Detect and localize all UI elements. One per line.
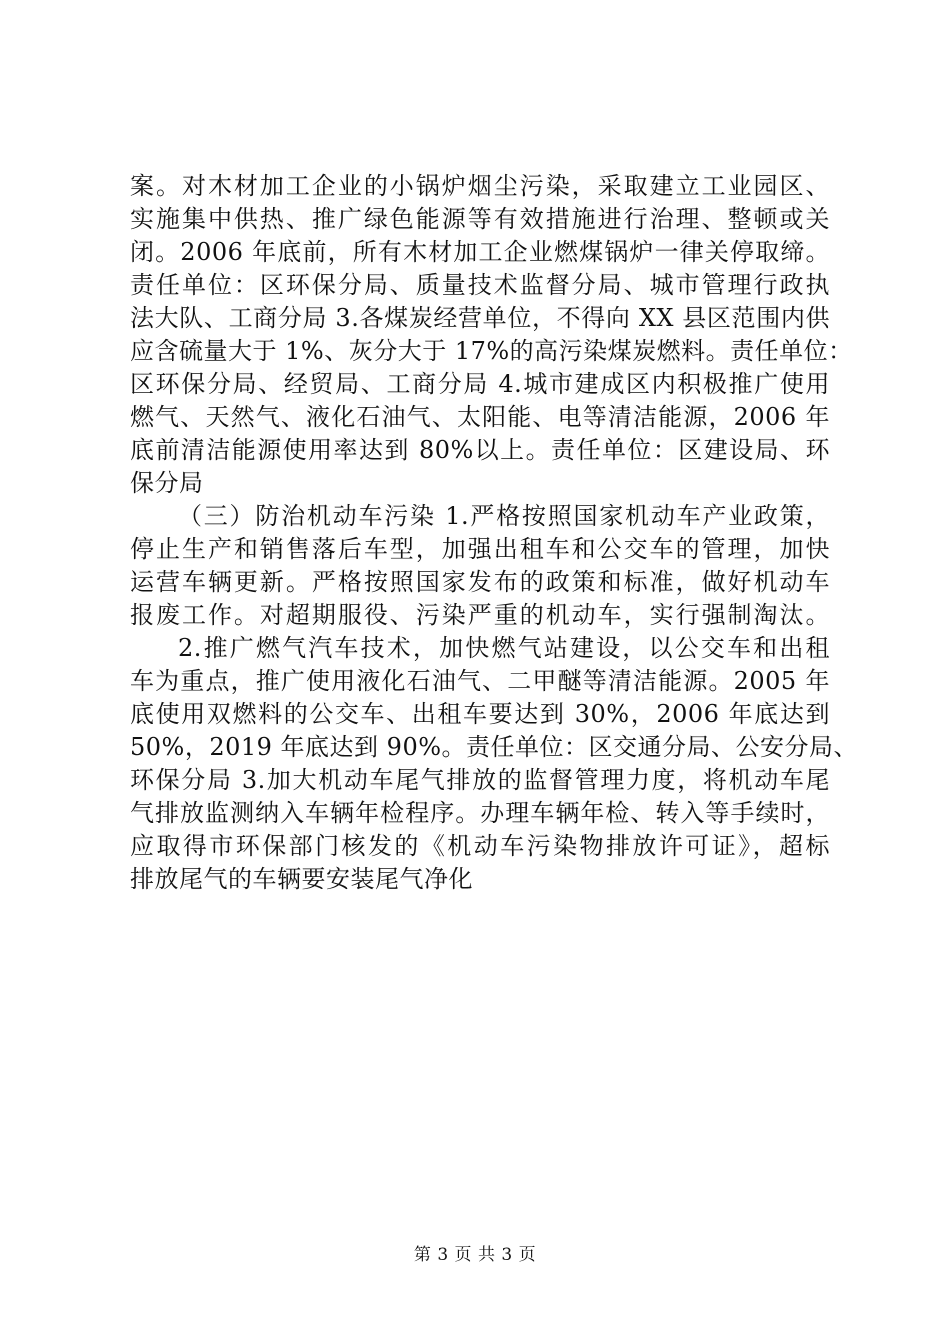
text-line: 运营车辆更新。严格按照国家发布的政策和标准，做好机动车 [130, 568, 830, 596]
text-line: 排放尾气的车辆要安装尾气净化 [130, 865, 473, 893]
text-line: 应取得市环保部门核发的《机动车污染物排放许可证》，超标 [130, 832, 830, 860]
text-line: 闭。2006 年底前，所有木材加工企业燃煤锅炉一律关停取缔。 [130, 238, 830, 266]
text-line: 实施集中供热、推广绿色能源等有效措施进行治理、整顿或关 [130, 205, 830, 233]
text-line: 燃气、天然气、液化石油气、太阳能、电等清洁能源，2006 年 [130, 403, 830, 431]
text-line: 底前清洁能源使用率达到 80%以上。责任单位：区建设局、环 [130, 436, 830, 464]
text-line: 法大队、工商分局 3.各煤炭经营单位，不得向 XX 县区范围内供 [130, 304, 830, 332]
text-line: 区环保分局、经贸局、工商分局 4.城市建成区内积极推广使用 [130, 370, 830, 398]
text-line: 气排放监测纳入车辆年检程序。办理车辆年检、转入等手续时， [130, 799, 830, 827]
text-line: 底使用双燃料的公交车、出租车要达到 30%，2006 年底达到 [130, 700, 830, 728]
text-line: 停止生产和销售落后车型，加强出租车和公交车的管理，加快 [130, 535, 830, 563]
text-line: 50%，2019 年底达到 90%。责任单位：区交通分局、公安分局、 [130, 733, 859, 761]
text-line: （三）防治机动车污染 1.严格按照国家机动车产业政策， [178, 502, 830, 530]
text-line: 报废工作。对超期服役、污染严重的机动车，实行强制淘汰。 [130, 601, 830, 629]
text-line: 案。对木材加工企业的小锅炉烟尘污染，采取建立工业园区、 [130, 172, 830, 200]
text-line: 2.推广燃气汽车技术，加快燃气站建设，以公交车和出租 [178, 634, 830, 662]
document-body [130, 170, 859, 896]
text-line: 环保分局 3.加大机动车尾气排放的监督管理力度，将机动车尾 [130, 766, 830, 794]
text-line: 责任单位：区环保分局、质量技术监督分局、城市管理行政执 [130, 271, 830, 299]
text-line: 保分局 [130, 469, 204, 497]
page-footer: 第 3 页 共 3 页 [413, 1245, 537, 1265]
text-line: 车为重点，推广使用液化石油气、二甲醚等清洁能源。2005 年 [130, 667, 830, 695]
text-line: 应含硫量大于 1%、灰分大于 17%的高污染煤炭燃料。责任单位： [130, 337, 853, 365]
